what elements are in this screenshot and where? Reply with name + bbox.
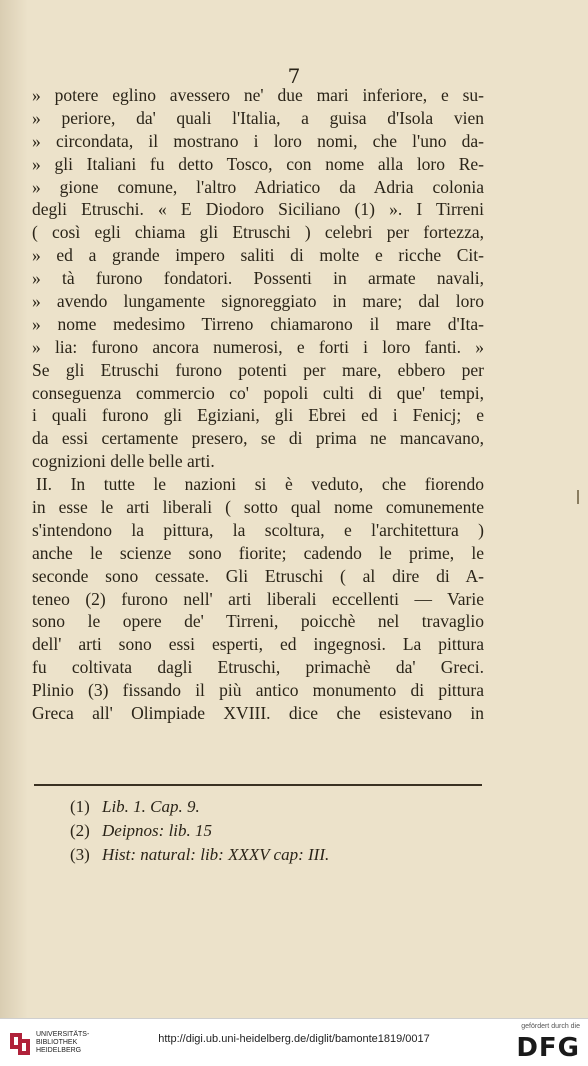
footnote (70, 819, 490, 843)
viewer-footer (0, 1018, 588, 1066)
library-name-line: BIBLIOTHEK (36, 1039, 78, 1046)
text-line: Plinio (3) fissando il più antico monumento di pittura (32, 680, 484, 701)
library-name-line: UNIVERSITÄTS- (36, 1031, 90, 1038)
text-line: degli Etruschi. « E Diodoro Siciliano (1) ». I Tirreni (32, 199, 484, 220)
footnote-rule (34, 784, 482, 786)
footnote-number: (1) (70, 797, 90, 816)
page-gutter-shadow (0, 0, 28, 1018)
text-line: » nome medesimo Tirreno chiamarono il mare d'Ita- (32, 313, 484, 334)
page-number: 7 (287, 64, 301, 88)
text-line: seconde sono cessate. Gli Etruschi ( al dire di A- (32, 565, 484, 586)
text-line: anche le scienze sono fiorite; cadendo le prime, le (32, 542, 484, 563)
text-line: da essi certamente presero, se di prima ne mancavano, (32, 428, 484, 449)
text-line: » gli Italiani fu detto Tosco, con nome alla loro Re- (32, 153, 484, 174)
text-line: cognizioni delle belle arti. (32, 451, 215, 472)
text-line: » ed a grande impero saliti di molte e ricche Cit- (32, 245, 484, 266)
text-line: fu coltivata dagli Etruschi, primachè da' Greci. (32, 657, 484, 678)
text-line: » tà furono fondatori. Possenti in armate navali, (32, 268, 484, 289)
text-line: sono le opere de' Tirreni, poicchè nel travaglio (32, 611, 484, 632)
text-line: » avendo lungamente signoreggiato in mare; dal loro (32, 291, 484, 312)
text-line: » lia: furono ancora numerosi, e forti i loro fanti. » (32, 336, 484, 357)
text-line: II. In tutte le nazioni si è veduto, che fiorendo (36, 474, 484, 495)
footnote-number: (3) (70, 845, 90, 864)
text-line: conseguenza commercio co' popoli culti di que' tempi, (32, 382, 484, 403)
footnotes (70, 795, 490, 867)
footnote (70, 795, 490, 819)
text-line: ( così egli chiama gli Etruschi ) celebri per fortezza, (32, 222, 484, 243)
text-line: » gione comune, l'altro Adriatico da Adria colonia (32, 176, 484, 197)
text-line: Greca all' Olimpiade XVIII. dice che esistevano in (32, 703, 484, 724)
footnote-number: (2) (70, 821, 90, 840)
text-line: i quali furono gli Egiziani, gli Ebrei ed i Fenicj; e (32, 405, 484, 426)
text-line: s'intendono la pittura, la scoltura, e l'architettura ) (32, 519, 484, 540)
text-line: » circondata, il mostrano i loro nomi, che l'uno da- (32, 130, 484, 151)
footnote-text: Hist: natural: lib: XXXV cap: III. (102, 845, 330, 864)
text-line: Se gli Etruschi furono potenti per mare, ebbero per (32, 359, 484, 380)
text-line: » periore, da' quali l'Italia, a guisa d'Isola vien (32, 107, 484, 128)
footnote-text: Deipnos: lib. 15 (102, 821, 213, 840)
library-name-line: HEIDELBERG (36, 1047, 82, 1054)
body-text (32, 84, 484, 725)
dfg-logo: DFG (516, 1033, 580, 1063)
text-line: in esse le arti liberali ( sotto qual nome comunemente (32, 497, 484, 518)
source-url-link[interactable]: http://digi.ub.uni-heidelberg.de/diglit/bamonte1819/0017 (158, 1033, 430, 1045)
footnote-text: Lib. 1. Cap. 9. (102, 797, 200, 816)
funder-caption: gefördert durch die (521, 1023, 580, 1030)
page-edge-mark (577, 490, 579, 504)
text-line: » potere eglino avessero ne' due mari inferiore, e su- (32, 85, 484, 105)
text-line: dell' arti sono essi esperti, ed ingegnosi. La pittura (32, 634, 484, 655)
text-line: teneo (2) furono nell' arti liberali eccellenti — Varie (32, 588, 484, 609)
footnote (70, 843, 490, 867)
